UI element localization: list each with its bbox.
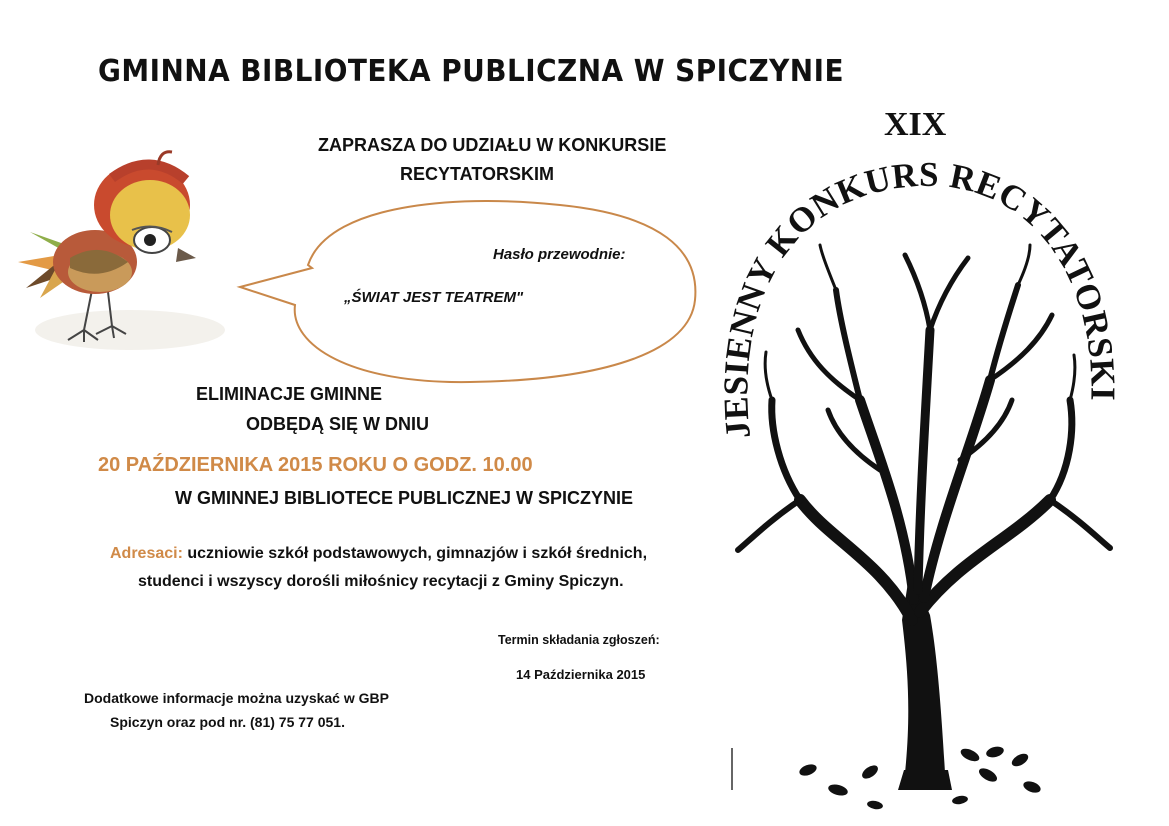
emblem-arc-text: JESIENNY KONKURS RECYTATORSKI bbox=[716, 154, 1123, 441]
deadline-date: 14 Października 2015 bbox=[516, 667, 646, 682]
event-date: 20 PAŹDZIERNIKA 2015 ROKU O GODZ. 10.00 bbox=[98, 454, 533, 476]
addressees-text-1: uczniowie szkół podstawowych, gimnazjów i szkół średnich, bbox=[182, 545, 648, 562]
event-place: W GMINNEJ BIBLIOTECE PUBLICZNEJ W SPICZYNIE bbox=[175, 488, 634, 508]
deadline-label: Termin składania zgłoszeń: bbox=[498, 633, 660, 647]
page-title: GMINNA BIBLIOTEKA PUBLICZNA W SPICZYNIE bbox=[98, 54, 844, 89]
elimination-line-2: ODBĘDĄ SIĘ W DNIU bbox=[246, 414, 430, 434]
invite-line-2: RECYTATORSKIM bbox=[400, 164, 555, 184]
addressees-line-1 bbox=[110, 545, 647, 563]
bubble-label: Hasło przewodnie: bbox=[493, 246, 626, 263]
elimination-line-1: ELIMINACJE GMINNE bbox=[196, 384, 383, 404]
addressees-line-2: studenci i wszyscy dorośli miłośnicy recytacji z Gminy Spiczyn. bbox=[138, 573, 624, 590]
contact-line-1: Dodatkowe informacje można uzyskać w GBP bbox=[84, 690, 389, 706]
emblem-edition: XIX bbox=[884, 106, 947, 143]
invite-line-1: ZAPRASZA DO UDZIAŁU W KONKURSIE bbox=[318, 135, 667, 155]
tree-emblem bbox=[716, 155, 1122, 790]
bird-illustration bbox=[18, 152, 225, 350]
bubble-motto: „ŚWIAT JEST TEATREM" bbox=[344, 289, 524, 306]
addressees-label: Adresaci: bbox=[110, 545, 183, 562]
svg-text:JESIENNY KONKURS RECYTATORSKI bbox=[716, 155, 1122, 440]
contact-line-2: Spiczyn oraz pod nr. (81) 75 77 051. bbox=[110, 714, 345, 730]
